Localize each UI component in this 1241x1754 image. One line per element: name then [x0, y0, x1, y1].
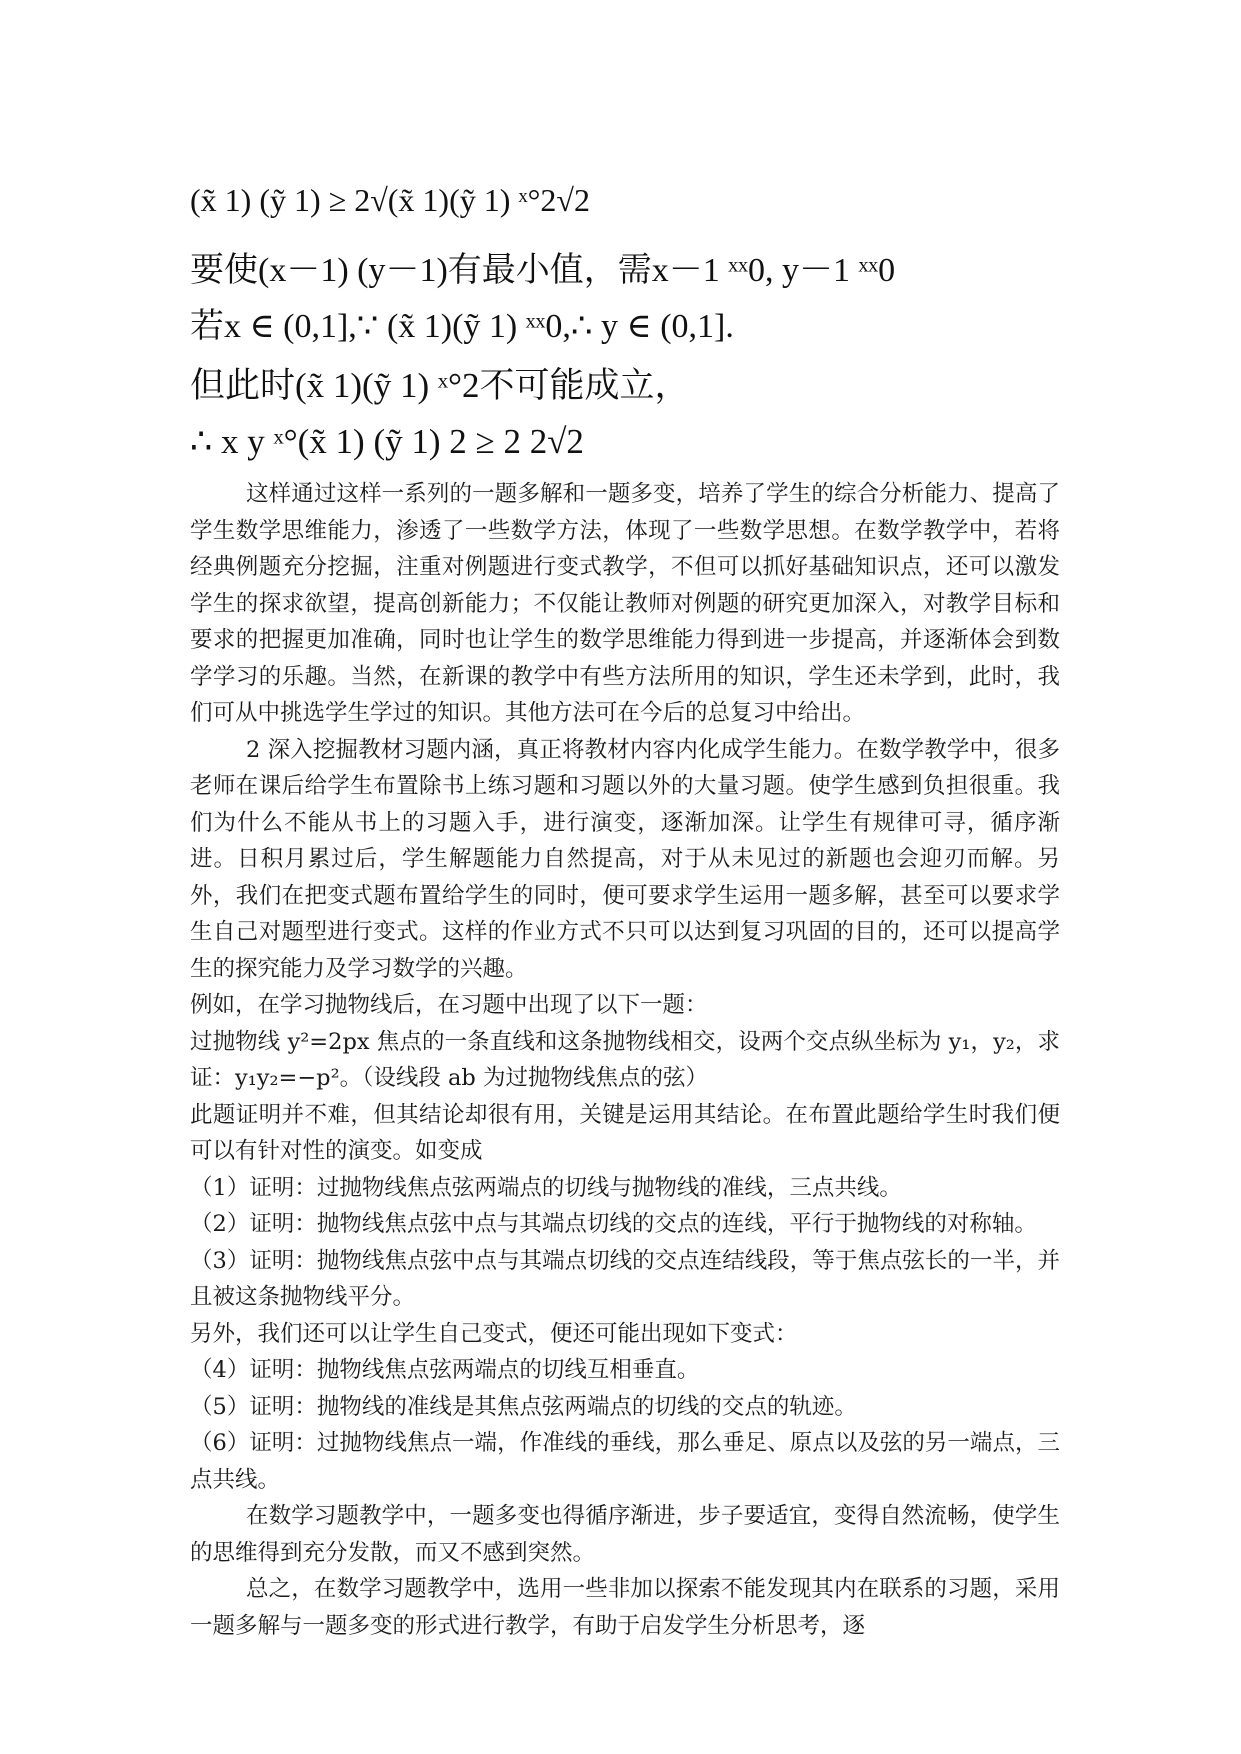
paragraph-variation-intro: 此题证明并不难，但其结论却很有用，关键是运用其结论。在布置此题给学生时我们便可以有针对性的演变。如变成 [190, 1101, 1060, 1164]
list-item-2: （2）证明：抛物线焦点弦中点与其端点切线的交点的连线，平行于抛物线的对称轴。 [190, 1211, 1037, 1237]
formula-line-3: 若x ∈ (0,1],∵ (x̃ 1)(ỹ 1) ˣˣ0,∴ y ∈ (0,1]. [190, 308, 734, 345]
formula-line-2: 要使(x－1) (y－1)有最小值，需x－1 ˣˣ0, y－1 ˣˣ0 [190, 252, 896, 289]
list-item-5: （5）证明：抛物线的准线是其焦点弦两端点的切线的交点的轨迹。 [190, 1393, 857, 1420]
paragraph-self-variation: 另外，我们还可以让学生自己变式，便还可能出现如下变式： [190, 1320, 798, 1347]
formula-line-1: (x̃ 1) (ỹ 1) ≥ 2√(x̃ 1)(ỹ 1) ˣ°2√2 [190, 182, 590, 218]
body-text [190, 476, 1060, 1644]
paragraph-section-2: 2 深入挖掘教材习题内涵，真正将教材内容内化成学生能力。在数学教学中，很多老师在课后给学生布置除书上练习题和习题以外的大量习题。使学生感到负担很重。我们为什么不能从书上的习题入手，进行演变，逐渐加深。让学生有规律可寻，循序渐进。日积月累过后，学生解题能力自然提高，对于从未见过的新题也会迎刃而解。另外，我们在把变式题布置给学生的同时，便可要求学生运用一题多解，甚至可以要求学生自己对题型进行变式。这样的作业方式不只可以达到复习巩固的目的，还可以提高学生的探究能力及学习数学的兴趣。 [190, 736, 1060, 982]
paragraph-conclusion: 总之，在数学习题教学中，选用一些非加以探索不能发现其内在联系的习题，采用一题多解与一题多变的形式进行教学，有助于启发学生分析思考，逐 [190, 1576, 1060, 1639]
paragraph-problem: 过抛物线 y²=2px 焦点的一条直线和这条抛物线相交，设两个交点纵坐标为 y₁，y₂，求证：y₁y₂=−p²。（设线段 ab 为过抛物线焦点的弦） [190, 1028, 1060, 1091]
list-item-6: （6）证明：过抛物线焦点一端，作准线的垂线，那么垂足、原点以及弦的另一端点，三点共线。 [190, 1430, 1060, 1493]
formula-line-4: 但此时(x̃ 1)(ỹ 1) ˣ°2不可能成立， [190, 366, 690, 405]
list-item-1: （1）证明：过抛物线焦点弦两端点的切线与抛物线的准线，三点共线。 [190, 1174, 902, 1201]
paragraph-example-intro: 例如，在学习抛物线后，在习题中出现了以下一题： [190, 992, 708, 1018]
list-item-4: （4）证明：抛物线焦点弦两端点的切线互相垂直。 [190, 1357, 700, 1383]
list-item-3: （3）证明：抛物线焦点弦中点与其端点切线的交点连结线段，等于焦点弦长的一半，并且被这条抛物线平分。 [190, 1247, 1060, 1310]
formula-line-5: ∴ x y ˣ°(x̃ 1) (ỹ 1) 2 ≥ 2 2√2 [190, 422, 584, 461]
paragraph-summary: 这样通过这样一系列的一题多解和一题多变，培养了学生的综合分析能力、提高了学生数学思维能力，渗透了一些数学方法，体现了一些数学思想。在数学教学中，若将经典例题充分挖掘，注重对例题进行变式教学，不但可以抓好基础知识点，还可以激发学生的探求欲望，提高创新能力；不仅能让教师对例题的研究更加深入，对教学目标和要求的把握更加准确，同时也让学生的数学思维能力得到进一步提高，并逐渐体会到数学学习的乐趣。当然，在新课的教学中有些方法所用的知识，学生还未学到，此时，我们可从中挑选学生学过的知识。其他方法可在今后的总复习中给出。 [190, 481, 1060, 726]
paragraph-gradual: 在数学习题教学中，一题多变也得循序渐进，步子要适宜，变得自然流畅，使学生的思维得到充分发散，而又不感到突然。 [190, 1503, 1060, 1566]
